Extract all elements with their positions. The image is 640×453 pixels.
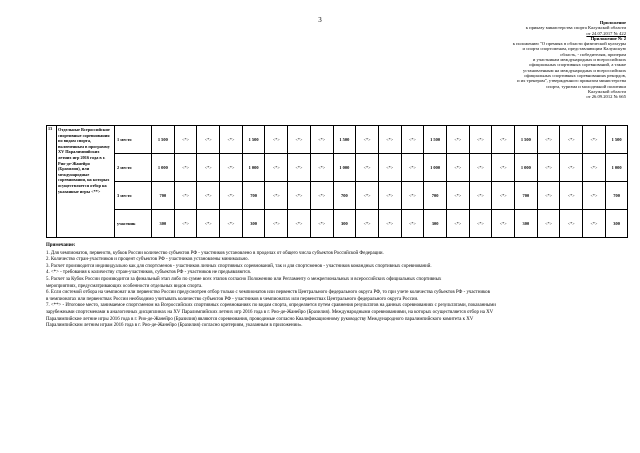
no-requirement-cell: <*> — [310, 154, 333, 182]
no-requirement-cell: <*> — [583, 154, 606, 182]
no-requirement-cell: <*> — [265, 126, 288, 154]
no-requirement-cell: <*> — [446, 210, 469, 238]
no-requirement-cell: <*> — [197, 210, 220, 238]
premium-amount-cell: 1 500 — [333, 126, 356, 154]
premium-table — [46, 125, 628, 238]
header-line: к приказу министерства спорта Калужской области — [525, 25, 626, 31]
no-requirement-cell: <*> — [220, 126, 243, 154]
no-requirement-cell: <*> — [378, 182, 401, 210]
header-line: и участникам международных и всероссийских — [532, 57, 626, 63]
no-requirement-cell: <*> — [446, 154, 469, 182]
no-requirement-cell: <*> — [265, 210, 288, 238]
premium-amount-cell: 300 — [242, 210, 265, 238]
no-requirement-cell: <*> — [378, 126, 401, 154]
no-requirement-cell: <*> — [265, 154, 288, 182]
no-requirement-cell: <*> — [492, 154, 515, 182]
no-requirement-cell: <*> — [310, 182, 333, 210]
no-requirement-cell: <*> — [288, 126, 311, 154]
notes-title: Примечание: — [46, 243, 76, 248]
header-line: и их тренерам", утвержденного приказом министерства — [517, 78, 626, 84]
premium-amount-cell: 1 500 — [605, 126, 628, 154]
no-requirement-cell: <*> — [560, 210, 583, 238]
no-requirement-cell: <*> — [537, 154, 560, 182]
no-requirement-cell: <*> — [220, 182, 243, 210]
header-line: спорта, туризма и молодежной политики — [546, 83, 626, 89]
header-line: Приложение № 2 — [590, 35, 626, 41]
no-requirement-cell: <*> — [492, 182, 515, 210]
no-requirement-cell: <*> — [356, 210, 379, 238]
no-requirement-cell: <*> — [469, 126, 492, 154]
no-requirement-cell: <*> — [537, 126, 560, 154]
premium-amount-cell: 1 000 — [515, 154, 538, 182]
premium-amount-cell: 1 000 — [605, 154, 628, 182]
premium-amount-cell: 1 000 — [152, 154, 175, 182]
header-line: от 24.07.2017 № 422 — [586, 30, 626, 36]
header-line: к положению "О премиях в области физической культуры — [512, 41, 626, 47]
premium-amount-cell: 700 — [242, 182, 265, 210]
no-requirement-cell: <*> — [560, 126, 583, 154]
no-requirement-cell: <*> — [174, 182, 197, 210]
table-row — [47, 182, 628, 210]
premium-amount-cell: 1 000 — [333, 154, 356, 182]
header-line: официальных спортивных соревнованиях рекордов, — [524, 72, 626, 78]
no-requirement-cell: <*> — [288, 182, 311, 210]
header-line: официальных спортивных соревнований, а также — [529, 62, 626, 68]
premium-amount-cell: 700 — [605, 182, 628, 210]
no-requirement-cell: <*> — [583, 126, 606, 154]
no-requirement-cell: <*> — [220, 210, 243, 238]
no-requirement-cell: <*> — [401, 154, 424, 182]
no-requirement-cell: <*> — [197, 126, 220, 154]
note-line: 7. <**> - Итоговое место, занимаемое спортсменом на Всероссийских спортивных соревнованиях по видам спорта, определяется путем сравнения результатов на данных соревнованиях с результатами, показанными — [46, 303, 496, 309]
note-line: в чемпионатах или первенствах России необходимо учитывать количество субъектов РФ - участников в чемпионатах или первенствах Центрального федерального округа России. — [46, 296, 419, 302]
no-requirement-cell: <*> — [174, 126, 197, 154]
no-requirement-cell: <*> — [378, 154, 401, 182]
table-row — [47, 126, 628, 154]
note-line: 5. Расчет за Кубок России производится за финальный этап либо по сумме всех этапов согласно Положению или Регламенту о межрегиональных и всероссийских официальных спортивных — [46, 276, 442, 282]
no-requirement-cell: <*> — [356, 154, 379, 182]
no-requirement-cell: <*> — [537, 182, 560, 210]
note-line: Паралимпийским летним играм 2016 года в г. Рио-де-Жанейро (Бразилия) согласно критериям, указанным в приложении». — [46, 323, 303, 329]
no-requirement-cell: <*> — [288, 154, 311, 182]
no-requirement-cell: <*> — [174, 154, 197, 182]
no-requirement-cell: <*> — [197, 154, 220, 182]
premium-amount-cell: 300 — [424, 210, 447, 238]
place-label: 1 место — [115, 126, 152, 154]
premium-amount-cell: 300 — [152, 210, 175, 238]
no-requirement-cell: <*> — [288, 210, 311, 238]
no-requirement-cell: <*> — [265, 182, 288, 210]
header-line: от 26.09.2012 № 665 — [586, 94, 626, 100]
no-requirement-cell: <*> — [310, 126, 333, 154]
no-requirement-cell: <*> — [356, 182, 379, 210]
no-requirement-cell: <*> — [469, 154, 492, 182]
premium-amount-cell: 300 — [333, 210, 356, 238]
no-requirement-cell: <*> — [401, 210, 424, 238]
premium-amount-cell: 300 — [515, 210, 538, 238]
premium-amount-cell: 1 000 — [242, 154, 265, 182]
no-requirement-cell: <*> — [492, 210, 515, 238]
header-line: установленным на международных и всероссийских — [523, 67, 626, 73]
no-requirement-cell: <*> — [197, 182, 220, 210]
premium-amount-cell: 1 000 — [424, 154, 447, 182]
note-line: 1. Для чемпионатов, первенств, кубков России количество субъектов РФ - участников установлено в проделах от общего числа субъектов Российской Федерации. — [46, 250, 384, 256]
appendix-header — [426, 20, 626, 99]
note-line: 6. Если системой отбора на чемпионат или первенство России предусмотрен отбор только с чемпионатов или первенств Центрального федерального округа РФ, то при учете количества субъектов РФ - участников — [46, 290, 490, 296]
no-requirement-cell: <*> — [492, 126, 515, 154]
header-line: Калужской области — [588, 88, 626, 94]
no-requirement-cell: <*> — [310, 210, 333, 238]
no-requirement-cell: <*> — [401, 126, 424, 154]
no-requirement-cell: <*> — [446, 182, 469, 210]
no-requirement-cell: <*> — [583, 210, 606, 238]
page-number: 3 — [318, 16, 322, 24]
premium-amount-cell: 300 — [605, 210, 628, 238]
event-name: Отдельные Всероссийские спортивные соревнования по видам спорта, включенным в программу XV Паралимпийских летних игр 2016 года в г. Рио-де-Жанейро (Бразилия), или международные соревнования, на которых осуществляется отбор на указанные игры <**> — [57, 126, 115, 238]
no-requirement-cell: <*> — [560, 182, 583, 210]
no-requirement-cell: <*> — [469, 210, 492, 238]
premium-amount-cell: 700 — [152, 182, 175, 210]
premium-amount-cell: 700 — [424, 182, 447, 210]
premium-amount-cell: 700 — [515, 182, 538, 210]
notes-section — [46, 243, 626, 330]
premium-amount-cell: 1 500 — [515, 126, 538, 154]
premium-amount-cell: 1 500 — [424, 126, 447, 154]
note-line: 3. Расчет производится индивидуально как для спортсменов - участников личных спортивных соревнований, так и для спортсменов - участников командных спортивных соревнований. — [46, 263, 432, 269]
premium-amount-cell: 1 500 — [242, 126, 265, 154]
no-requirement-cell: <*> — [401, 182, 424, 210]
no-requirement-cell: <*> — [560, 154, 583, 182]
no-requirement-cell: <*> — [378, 210, 401, 238]
header-line: область, - победителям, призерам — [560, 51, 626, 57]
premium-amount-cell: 1 500 — [152, 126, 175, 154]
place-label: 2 место — [115, 154, 152, 182]
note-line: Паралимпийские летние игры 2016 года в г. Рио-де-Жанейро (Бразилия) являются соревнования, проводимые согласно Квалификационному руководству Международного паралимпийского комитета к XV — [46, 316, 474, 322]
no-requirement-cell: <*> — [537, 210, 560, 238]
no-requirement-cell: <*> — [356, 126, 379, 154]
header-line: и спорта спортсменам, представляющим Калужскую — [522, 46, 626, 52]
table-row — [47, 154, 628, 182]
table-row — [47, 210, 628, 238]
place-label: участник — [115, 210, 152, 238]
no-requirement-cell: <*> — [220, 154, 243, 182]
row-number: 13 — [47, 126, 57, 238]
premium-amount-cell: 700 — [333, 182, 356, 210]
note-line: зарубежными спортсменами в аналогичных дисциплинах на XV Паралимпийских летних игр 2016 года в г. Рио-де-Жанейро (Бразилия). Международными соревнованиями, на которых осуществляется отбор на XV — [46, 309, 494, 315]
no-requirement-cell: <*> — [469, 182, 492, 210]
note-line: мероприятиях, предусматривающих особенности отдельных видов спорта. — [46, 283, 203, 289]
note-line: 4. <*> - требования к количеству стран-участников, субъектов РФ - участников не предъявляются. — [46, 270, 252, 276]
no-requirement-cell: <*> — [583, 182, 606, 210]
place-label: 3 место — [115, 182, 152, 210]
no-requirement-cell: <*> — [446, 126, 469, 154]
no-requirement-cell: <*> — [174, 210, 197, 238]
header-line: Приложение — [599, 20, 626, 25]
note-line: 2. Количество стран-участников и процент субъектов РФ - участников установлены минимально. — [46, 257, 249, 263]
